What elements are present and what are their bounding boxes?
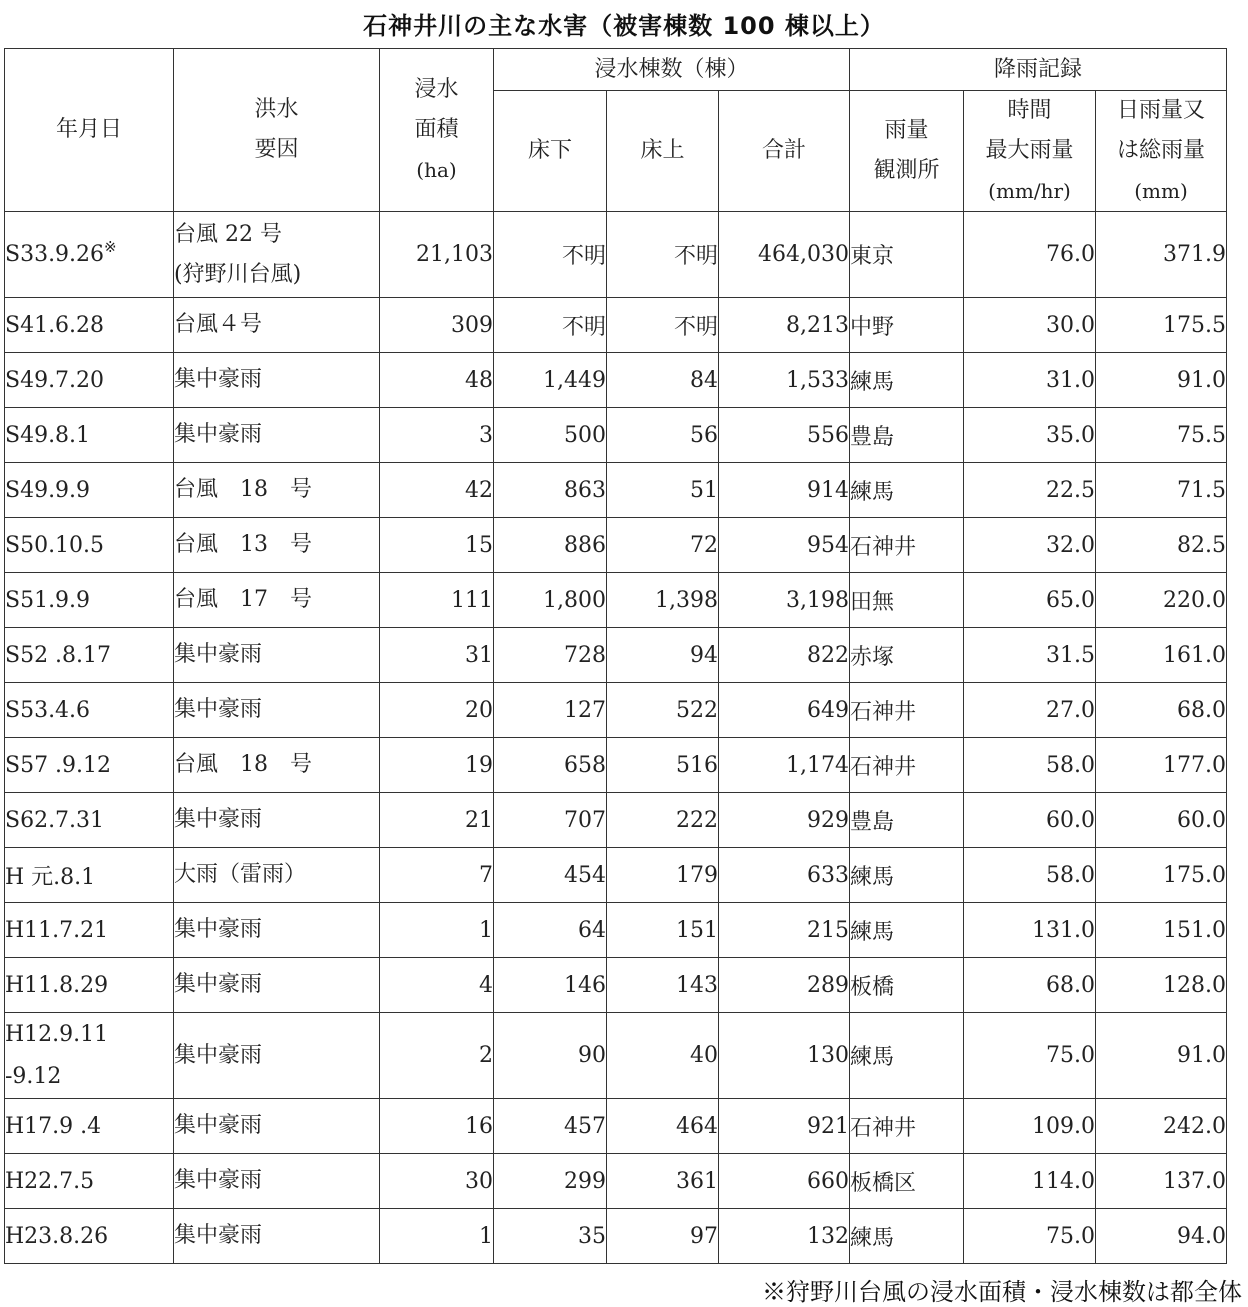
cell-daily-rain: 220.0 <box>1096 573 1227 628</box>
cell-station: 中野 <box>850 298 964 353</box>
cell-station: 練馬 <box>850 903 964 958</box>
table-row <box>5 573 1227 628</box>
cell-area: 7 <box>380 848 494 903</box>
cell-station: 練馬 <box>850 848 964 903</box>
cell-station: 板橋区 <box>850 1154 964 1209</box>
cell-station: 石神井 <box>850 1099 964 1154</box>
table-row <box>5 353 1227 408</box>
cell-floor-below: 1,800 <box>494 573 607 628</box>
table-row <box>5 1013 1227 1099</box>
table-row <box>5 408 1227 463</box>
cell-date: S33.9.26※ <box>5 212 174 298</box>
cell-total: 130 <box>719 1013 850 1099</box>
cell-date: S49.8.1 <box>5 408 174 463</box>
table-row <box>5 738 1227 793</box>
cell-cause: 集中豪雨 <box>174 903 380 958</box>
cell-date: H17.9 .4 <box>5 1099 174 1154</box>
cell-area: 21,103 <box>380 212 494 298</box>
cell-floor-above: 不明 <box>607 212 719 298</box>
cell-station: 田無 <box>850 573 964 628</box>
cell-hourly-rain: 65.0 <box>964 573 1096 628</box>
cell-hourly-rain: 22.5 <box>964 463 1096 518</box>
cell-floor-below: 707 <box>494 793 607 848</box>
header-daily: 日雨量又 は総雨量 (mm) <box>1096 91 1227 212</box>
header-station: 雨量 観測所 <box>850 91 964 212</box>
cell-hourly-rain: 27.0 <box>964 683 1096 738</box>
cell-daily-rain: 177.0 <box>1096 738 1227 793</box>
header-hourly: 時間 最大雨量 (mm/hr) <box>964 91 1096 212</box>
cell-floor-above: 522 <box>607 683 719 738</box>
cell-date: S51.9.9 <box>5 573 174 628</box>
header-buildings: 浸水棟数（棟） <box>494 49 850 91</box>
cell-hourly-rain: 31.0 <box>964 353 1096 408</box>
cell-total: 289 <box>719 958 850 1013</box>
cell-floor-above: 72 <box>607 518 719 573</box>
cell-cause: 台風 18 号 <box>174 463 380 518</box>
table-row <box>5 463 1227 518</box>
cell-cause: 集中豪雨 <box>174 958 380 1013</box>
cell-area: 1 <box>380 903 494 958</box>
cell-hourly-rain: 31.5 <box>964 628 1096 683</box>
cell-date: S41.6.28 <box>5 298 174 353</box>
cell-floor-below: 64 <box>494 903 607 958</box>
cell-total: 660 <box>719 1154 850 1209</box>
header-cause: 洪水 要因 <box>174 49 380 212</box>
cell-total: 822 <box>719 628 850 683</box>
cell-total: 556 <box>719 408 850 463</box>
table-row <box>5 1099 1227 1154</box>
header-rain: 降雨記録 <box>850 49 1227 91</box>
header-date: 年月日 <box>5 49 174 212</box>
cell-date: H 元.8.1 <box>5 848 174 903</box>
cell-station: 東京 <box>850 212 964 298</box>
cell-daily-rain: 175.5 <box>1096 298 1227 353</box>
cell-daily-rain: 91.0 <box>1096 353 1227 408</box>
cell-floor-below: 不明 <box>494 298 607 353</box>
flood-damage-table <box>4 48 1227 1264</box>
table-row <box>5 628 1227 683</box>
cell-date: S53.4.6 <box>5 683 174 738</box>
cell-station: 豊島 <box>850 793 964 848</box>
cell-total: 921 <box>719 1099 850 1154</box>
cell-station: 板橋 <box>850 958 964 1013</box>
cell-total: 633 <box>719 848 850 903</box>
cell-hourly-rain: 58.0 <box>964 848 1096 903</box>
cell-total: 1,174 <box>719 738 850 793</box>
cell-floor-above: 222 <box>607 793 719 848</box>
cell-floor-above: 94 <box>607 628 719 683</box>
cell-hourly-rain: 109.0 <box>964 1099 1096 1154</box>
cell-cause: 集中豪雨 <box>174 1013 380 1099</box>
cell-total: 8,213 <box>719 298 850 353</box>
cell-hourly-rain: 68.0 <box>964 958 1096 1013</box>
cell-hourly-rain: 75.0 <box>964 1013 1096 1099</box>
cell-floor-below: 不明 <box>494 212 607 298</box>
cell-floor-above: 97 <box>607 1209 719 1264</box>
cell-date: H11.8.29 <box>5 958 174 1013</box>
footnote: ※狩野川台風の浸水面積・浸水棟数は都全体 <box>762 1278 1242 1306</box>
cell-floor-above: 464 <box>607 1099 719 1154</box>
cell-date: S62.7.31 <box>5 793 174 848</box>
header-floor-above: 床上 <box>607 91 719 212</box>
cell-hourly-rain: 32.0 <box>964 518 1096 573</box>
cell-floor-below: 863 <box>494 463 607 518</box>
table-row <box>5 793 1227 848</box>
header-total: 合計 <box>719 91 850 212</box>
cell-area: 31 <box>380 628 494 683</box>
cell-area: 19 <box>380 738 494 793</box>
cell-daily-rain: 60.0 <box>1096 793 1227 848</box>
cell-station: 豊島 <box>850 408 964 463</box>
cell-date: S49.7.20 <box>5 353 174 408</box>
cell-area: 16 <box>380 1099 494 1154</box>
cell-floor-below: 728 <box>494 628 607 683</box>
cell-area: 42 <box>380 463 494 518</box>
cell-cause: 台風 18 号 <box>174 738 380 793</box>
cell-floor-below: 500 <box>494 408 607 463</box>
cell-daily-rain: 151.0 <box>1096 903 1227 958</box>
cell-hourly-rain: 60.0 <box>964 793 1096 848</box>
cell-daily-rain: 82.5 <box>1096 518 1227 573</box>
cell-cause: 台風 13 号 <box>174 518 380 573</box>
cell-total: 1,533 <box>719 353 850 408</box>
cell-date: S52 .8.17 <box>5 628 174 683</box>
cell-date: H22.7.5 <box>5 1154 174 1209</box>
cell-area: 48 <box>380 353 494 408</box>
cell-total: 914 <box>719 463 850 518</box>
cell-station: 石神井 <box>850 738 964 793</box>
cell-floor-above: 不明 <box>607 298 719 353</box>
page-title: 石神井川の主な水害（被害棟数 100 棟以上） <box>363 12 885 40</box>
cell-daily-rain: 161.0 <box>1096 628 1227 683</box>
cell-cause: 集中豪雨 <box>174 1209 380 1264</box>
cell-station: 石神井 <box>850 518 964 573</box>
cell-cause: 集中豪雨 <box>174 353 380 408</box>
table-body <box>5 212 1227 1264</box>
cell-cause: 台風 22 号 (狩野川台風) <box>174 212 380 298</box>
cell-daily-rain: 175.0 <box>1096 848 1227 903</box>
cell-floor-above: 179 <box>607 848 719 903</box>
cell-floor-below: 454 <box>494 848 607 903</box>
cell-floor-above: 51 <box>607 463 719 518</box>
cell-date: S57 .9.12 <box>5 738 174 793</box>
cell-cause: 集中豪雨 <box>174 683 380 738</box>
cell-floor-above: 56 <box>607 408 719 463</box>
cell-floor-below: 90 <box>494 1013 607 1099</box>
cell-hourly-rain: 76.0 <box>964 212 1096 298</box>
cell-daily-rain: 371.9 <box>1096 212 1227 298</box>
cell-floor-below: 658 <box>494 738 607 793</box>
cell-hourly-rain: 131.0 <box>964 903 1096 958</box>
cell-cause: 集中豪雨 <box>174 1099 380 1154</box>
cell-floor-below: 146 <box>494 958 607 1013</box>
cell-station: 練馬 <box>850 463 964 518</box>
cell-area: 3 <box>380 408 494 463</box>
cell-daily-rain: 137.0 <box>1096 1154 1227 1209</box>
cell-daily-rain: 91.0 <box>1096 1013 1227 1099</box>
cell-floor-above: 143 <box>607 958 719 1013</box>
cell-cause: 集中豪雨 <box>174 1154 380 1209</box>
table-row <box>5 212 1227 298</box>
cell-floor-below: 457 <box>494 1099 607 1154</box>
cell-daily-rain: 71.5 <box>1096 463 1227 518</box>
cell-area: 309 <box>380 298 494 353</box>
cell-station: 練馬 <box>850 353 964 408</box>
table-row <box>5 958 1227 1013</box>
cell-station: 練馬 <box>850 1013 964 1099</box>
cell-total: 215 <box>719 903 850 958</box>
cell-hourly-rain: 30.0 <box>964 298 1096 353</box>
cell-total: 649 <box>719 683 850 738</box>
cell-cause: 大雨（雷雨） <box>174 848 380 903</box>
cell-station: 練馬 <box>850 1209 964 1264</box>
header-floor-below: 床下 <box>494 91 607 212</box>
table-row <box>5 1154 1227 1209</box>
cell-area: 111 <box>380 573 494 628</box>
cell-station: 石神井 <box>850 683 964 738</box>
cell-total: 132 <box>719 1209 850 1264</box>
cell-date: S50.10.5 <box>5 518 174 573</box>
cell-total: 954 <box>719 518 850 573</box>
cell-area: 15 <box>380 518 494 573</box>
cell-total: 929 <box>719 793 850 848</box>
table-row <box>5 1209 1227 1264</box>
cell-floor-above: 84 <box>607 353 719 408</box>
cell-floor-below: 127 <box>494 683 607 738</box>
table-row <box>5 298 1227 353</box>
header-area: 浸水 面積 (ha) <box>380 49 494 212</box>
cell-hourly-rain: 75.0 <box>964 1209 1096 1264</box>
cell-floor-above: 151 <box>607 903 719 958</box>
cell-date: S49.9.9 <box>5 463 174 518</box>
cell-date: H11.7.21 <box>5 903 174 958</box>
cell-daily-rain: 68.0 <box>1096 683 1227 738</box>
cell-daily-rain: 128.0 <box>1096 958 1227 1013</box>
cell-daily-rain: 75.5 <box>1096 408 1227 463</box>
cell-area: 20 <box>380 683 494 738</box>
cell-floor-below: 35 <box>494 1209 607 1264</box>
cell-floor-above: 1,398 <box>607 573 719 628</box>
cell-daily-rain: 242.0 <box>1096 1099 1227 1154</box>
cell-area: 1 <box>380 1209 494 1264</box>
cell-cause: 集中豪雨 <box>174 793 380 848</box>
cell-cause: 集中豪雨 <box>174 628 380 683</box>
cell-total: 3,198 <box>719 573 850 628</box>
cell-date: H12.9.11 -9.12 <box>5 1013 174 1099</box>
cell-hourly-rain: 114.0 <box>964 1154 1096 1209</box>
cell-area: 2 <box>380 1013 494 1099</box>
cell-cause: 台風４号 <box>174 298 380 353</box>
cell-floor-below: 1,449 <box>494 353 607 408</box>
cell-floor-above: 516 <box>607 738 719 793</box>
cell-floor-above: 361 <box>607 1154 719 1209</box>
cell-cause: 集中豪雨 <box>174 408 380 463</box>
note-mark: ※ <box>104 238 117 256</box>
cell-date: H23.8.26 <box>5 1209 174 1264</box>
cell-area: 21 <box>380 793 494 848</box>
cell-daily-rain: 94.0 <box>1096 1209 1227 1264</box>
table-row <box>5 683 1227 738</box>
cell-hourly-rain: 58.0 <box>964 738 1096 793</box>
cell-floor-below: 299 <box>494 1154 607 1209</box>
cell-total: 464,030 <box>719 212 850 298</box>
cell-area: 4 <box>380 958 494 1013</box>
table-row <box>5 518 1227 573</box>
cell-hourly-rain: 35.0 <box>964 408 1096 463</box>
table-row <box>5 848 1227 903</box>
cell-floor-below: 886 <box>494 518 607 573</box>
table-row <box>5 903 1227 958</box>
cell-station: 赤塚 <box>850 628 964 683</box>
cell-area: 30 <box>380 1154 494 1209</box>
cell-floor-above: 40 <box>607 1013 719 1099</box>
cell-cause: 台風 17 号 <box>174 573 380 628</box>
